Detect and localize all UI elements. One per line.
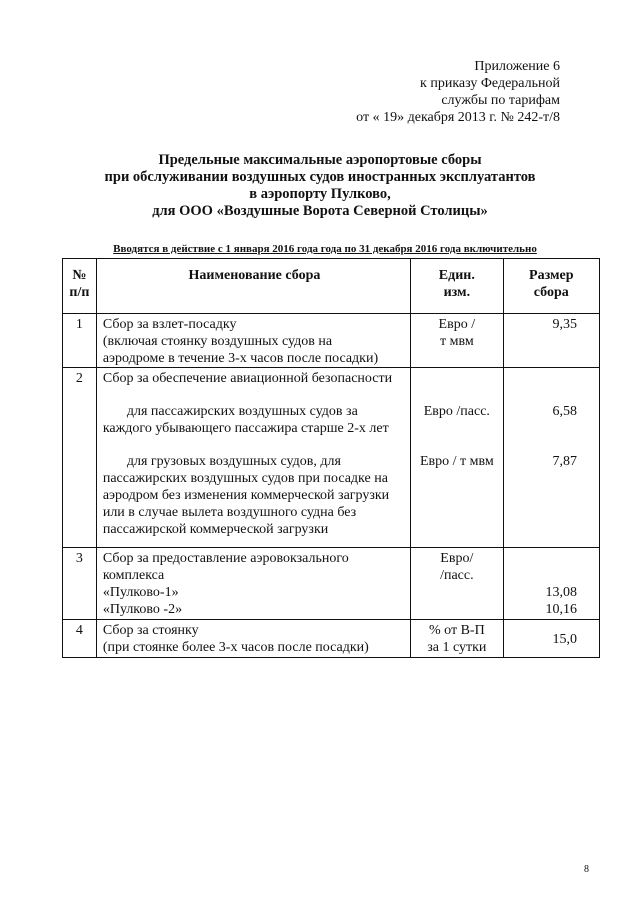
terminal-name: «Пулково-1» bbox=[102, 585, 179, 600]
title-line: Предельные максимальные аэропортовые сборы bbox=[158, 152, 482, 168]
table-row bbox=[63, 548, 600, 620]
header-text: Един. bbox=[438, 268, 475, 283]
amount-text: 10,16 bbox=[545, 602, 577, 617]
appendix-line: службы по тарифам bbox=[441, 93, 560, 108]
fee-subitem-text: каждого убывающего пассажира старше 2-х лет bbox=[102, 421, 389, 436]
fee-name-cell bbox=[96, 620, 410, 658]
page-number: 8 bbox=[584, 864, 589, 875]
header-text: № bbox=[72, 268, 87, 283]
table-row bbox=[63, 314, 600, 368]
fee-subitem-text: для пассажирских воздушных судов за bbox=[126, 404, 358, 419]
table-header-row bbox=[63, 259, 600, 314]
amount-cell bbox=[503, 620, 599, 658]
header-text: сбора bbox=[533, 285, 569, 300]
unit-text: т мвм bbox=[439, 334, 474, 349]
row-number: 1 bbox=[63, 314, 97, 368]
table-row bbox=[63, 368, 600, 548]
unit-text: Евро / bbox=[438, 317, 476, 332]
title-line: в аэропорту Пулково, bbox=[249, 186, 391, 202]
unit-text: % от В-П bbox=[428, 623, 485, 638]
header-amount bbox=[503, 259, 599, 314]
appendix-line: от « 19» декабря 2013 г. № 242-т/8 bbox=[356, 110, 560, 125]
unit-cell bbox=[411, 620, 504, 658]
title-line: при обслуживании воздушных судов иностранных эксплуатантов bbox=[104, 169, 536, 185]
header-fee-name bbox=[96, 259, 410, 314]
fee-note: аэродроме в течение 3-х часов после посадки) bbox=[102, 351, 379, 366]
header-text: п/п bbox=[69, 285, 90, 300]
row-number: 4 bbox=[63, 620, 97, 658]
fee-name-cell bbox=[96, 314, 410, 368]
amount-cell: 9,35 bbox=[503, 314, 599, 368]
fee-name: Сбор за стоянку bbox=[102, 623, 199, 638]
appendix-reference bbox=[240, 58, 560, 126]
amount-text: 6,58 bbox=[552, 404, 577, 419]
fee-note: (при стоянке более 3-х часов после посадки) bbox=[102, 640, 369, 655]
fee-name: Сбор за взлет-посадку bbox=[102, 317, 237, 332]
appendix-line: к приказу Федеральной bbox=[420, 76, 560, 91]
amount-text: 7,87 bbox=[552, 454, 577, 469]
fee-subitem-text: пассажирских воздушных судов при посадке на bbox=[102, 471, 388, 486]
fee-name: комплекса bbox=[102, 568, 165, 583]
fee-note: (включая стоянку воздушных судов на bbox=[102, 334, 333, 349]
fee-subitem-text: пассажирской коммерческой загрузки bbox=[102, 522, 329, 537]
unit-cell bbox=[411, 314, 504, 368]
terminal-name: «Пулково -2» bbox=[102, 602, 183, 617]
fee-name-cell bbox=[96, 368, 410, 548]
amount-cell bbox=[503, 368, 599, 548]
unit-text: Евро /пасс. bbox=[423, 404, 490, 419]
row-number: 2 bbox=[63, 368, 97, 548]
unit-text: за 1 сутки bbox=[427, 640, 487, 655]
appendix-line: Приложение 6 bbox=[474, 59, 560, 74]
header-text: изм. bbox=[443, 285, 471, 300]
fee-subitem-passenger bbox=[103, 403, 406, 437]
title-line: для ООО «Воздушные Ворота Северной Столицы» bbox=[152, 203, 488, 219]
table-row bbox=[63, 620, 600, 658]
unit-text: Евро/ bbox=[440, 551, 474, 566]
unit-text: /пасс. bbox=[440, 568, 474, 583]
unit-cell bbox=[411, 368, 504, 548]
amount-text: 13,08 bbox=[545, 585, 577, 600]
amount-text: 15,0 bbox=[552, 632, 577, 647]
unit-text: Евро / т мвм bbox=[419, 454, 494, 469]
fee-subitem-text: для грузовых воздушных судов, для bbox=[126, 454, 341, 469]
amount-cell bbox=[503, 548, 599, 620]
fees-table bbox=[62, 258, 600, 658]
fee-subitem-text: или в случае вылета воздушного судна без bbox=[102, 505, 357, 520]
header-text: Наименование сбора bbox=[188, 268, 321, 283]
fee-subitem-cargo bbox=[103, 453, 406, 538]
fee-subitem-text: аэродром без изменения коммерческой загрузки bbox=[102, 488, 390, 503]
unit-cell bbox=[411, 548, 504, 620]
header-number bbox=[63, 259, 97, 314]
row-number: 3 bbox=[63, 548, 97, 620]
document-title bbox=[0, 152, 640, 220]
header-unit bbox=[411, 259, 504, 314]
fee-name: Сбор за предоставление аэровокзального bbox=[102, 551, 349, 566]
fee-name: Сбор за обеспечение авиационной безопасности bbox=[102, 371, 393, 386]
effective-period: Вводятся в действие с 1 января 2016 года года по 31 декабря 2016 года включительно bbox=[113, 243, 537, 255]
fee-name-cell bbox=[96, 548, 410, 620]
header-text: Размер bbox=[529, 268, 574, 283]
